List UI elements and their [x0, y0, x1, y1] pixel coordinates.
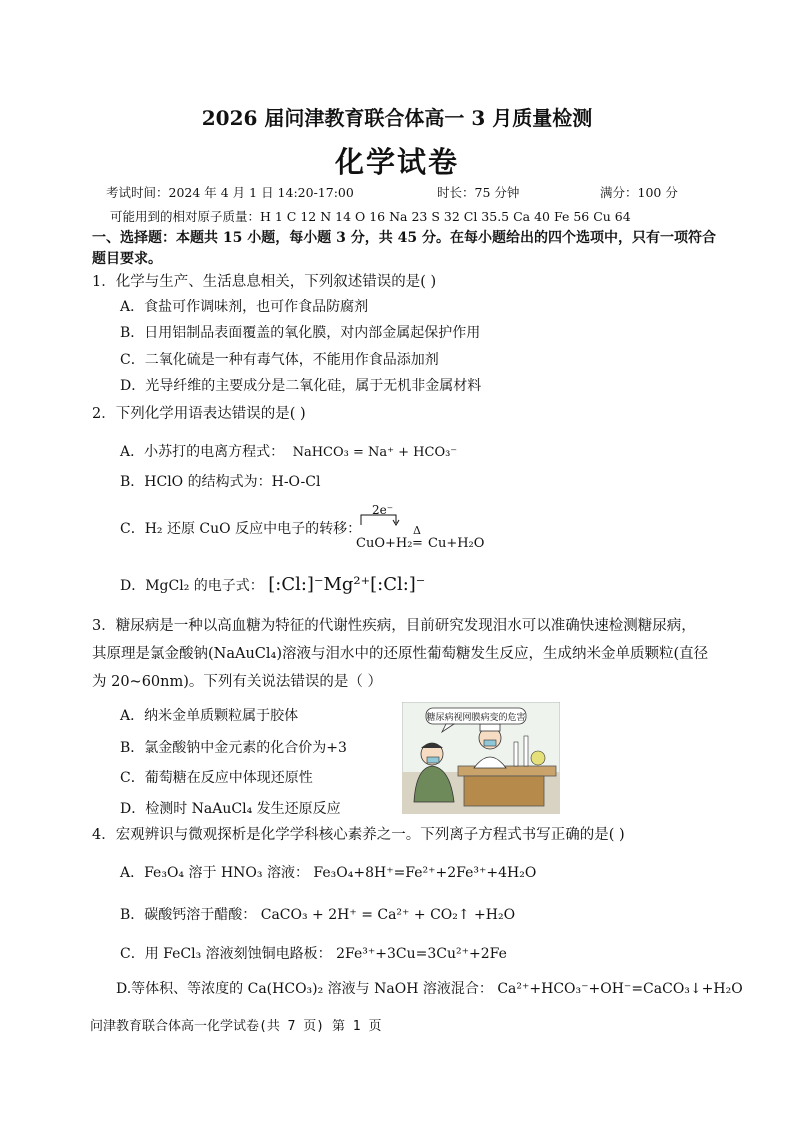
question-3-option-a: A．纳米金单质颗粒属于胶体: [120, 708, 299, 724]
exam-duration: 时长：75 分钟: [437, 185, 520, 200]
question-1-option-a: A．食盐可作调味剂，也可作食品防腐剂: [120, 299, 369, 315]
question-4-option-c: [120, 943, 507, 963]
option-b-equation: CaCO₃ + 2H⁺ = Ca²⁺ + CO₂↑ +H₂O: [260, 907, 516, 923]
question-3-option-b: B．氯金酸钠中金元素的化合价为+3: [120, 740, 347, 756]
question-3-stem-line1: 3．糖尿病是一种以高血糖为特征的代谢性疾病，目前研究发现泪水可以准确快速检测糖尿病，: [92, 618, 696, 634]
question-1-option-d: D．光导纤维的主要成分是二氧化硅，属于无机非金属材料: [120, 378, 482, 394]
question-2-stem: 2．下列化学用语表达错误的是( ): [92, 406, 306, 422]
exam-full-score: 满分：100 分: [600, 185, 678, 200]
question-3-option-d: D．检测时 NaAuCl₄ 发生还原反应: [120, 801, 341, 817]
page-footer: 问津教育联合体高一化学试卷(共 7 页) 第 1 页: [90, 1019, 382, 1034]
electron-transfer-label: 2e⁻: [372, 503, 394, 517]
option-a-equation: NaHCO₃ = Na⁺ + HCO₃⁻: [292, 445, 458, 460]
speech-bubble-text: 糖尿病视网膜病变的危害: [426, 713, 526, 723]
question-1-stem: 1．化学与生产、生活息息相关，下列叙述错误的是( ): [92, 274, 437, 290]
cartoon-drawing: [402, 702, 560, 814]
option-d-text: D.等体积、等浓度的 Ca(HCO₃)₂ 溶液与 NaOH 溶液混合：: [116, 981, 493, 997]
question-2-option-b: B．HClO 的结构式为：H-O-Cl: [120, 474, 321, 490]
reaction-left: CuO+H₂: [356, 536, 413, 551]
exam-title: 2026 届问津教育联合体高一 3 月质量检测: [201, 106, 593, 130]
section-heading: 一、选择题：本题共 15 小题，每小题 3 分，共 45 分。在每小题给出的四个选项中，只有一项符合题目要求。: [92, 230, 716, 267]
atomic-masses: 可能用到的相对原子质量：H 1 C 12 N 14 O 16 Na 23 S 32 Cl 35.5 Ca 40 Fe 56 Cu 64: [110, 209, 631, 224]
option-c-text: C．用 FeCl₃ 溶液刻蚀铜电路板：: [120, 946, 332, 962]
question-3-option-c: C．葡萄糖在反应中体现还原性: [120, 770, 313, 786]
question-3-stem-line3: 为 20~60nm)。下列有关说法错误的是（ ）: [92, 674, 383, 690]
option-a-text: A．小苏打的电离方程式：: [120, 444, 285, 460]
question-4-option-d: [116, 978, 743, 998]
lewis-structure: [:Cl:]⁻Mg²⁺[:Cl:]⁻: [268, 574, 426, 595]
question-2-option-c: C．H₂ 还原 CuO 反应中电子的转移：: [120, 521, 362, 537]
question-4-stem: 4．宏观辨识与微观探析是化学学科核心素养之一。下列离子方程式书写正确的是( ): [92, 827, 625, 843]
question-2-option-d: [120, 574, 425, 595]
option-a-equation: Fe₃O₄+8H⁺=Fe²⁺+2Fe³⁺+4H₂O: [313, 865, 537, 881]
option-d-equation: Ca²⁺+HCO₃⁻+OH⁻=CaCO₃↓+H₂O: [497, 981, 743, 997]
question-1-option-c: C．二氧化硫是一种有毒气体，不能用作食品添加剂: [120, 352, 439, 368]
question-2-option-a: [120, 441, 457, 461]
option-d-text: D．MgCl₂ 的电子式：: [120, 578, 264, 594]
question-3-stem-line2: 其原理是氯金酸钠(NaAuCl₄)溶液与泪水中的还原性葡萄糖发生反应，生成纳米金单质颗粒(直径: [92, 646, 709, 662]
reaction-right: Cu+H₂O: [428, 536, 485, 551]
exam-time: 考试时间：2024 年 4 月 1 日 14:20-17:00: [106, 185, 354, 200]
equals-sign: =: [412, 536, 423, 551]
heating-symbol: Δ: [413, 524, 421, 537]
question-4-option-b: [120, 904, 515, 924]
diabetes-cartoon-illustration: [402, 702, 560, 814]
option-b-text: B．碳酸钙溶于醋酸：: [120, 907, 257, 923]
electron-transfer-arrow: [358, 512, 408, 526]
option-a-text: A．Fe₃O₄ 溶于 HNO₃ 溶液：: [120, 865, 309, 881]
question-4-option-a: [120, 862, 536, 882]
option-c-equation: 2Fe³⁺+3Cu=3Cu²⁺+2Fe: [336, 946, 507, 962]
question-1-option-b: B．日用铝制品表面覆盖的氧化膜，对内部金属起保护作用: [120, 325, 481, 341]
exam-subtitle: 化学试卷: [334, 145, 459, 179]
